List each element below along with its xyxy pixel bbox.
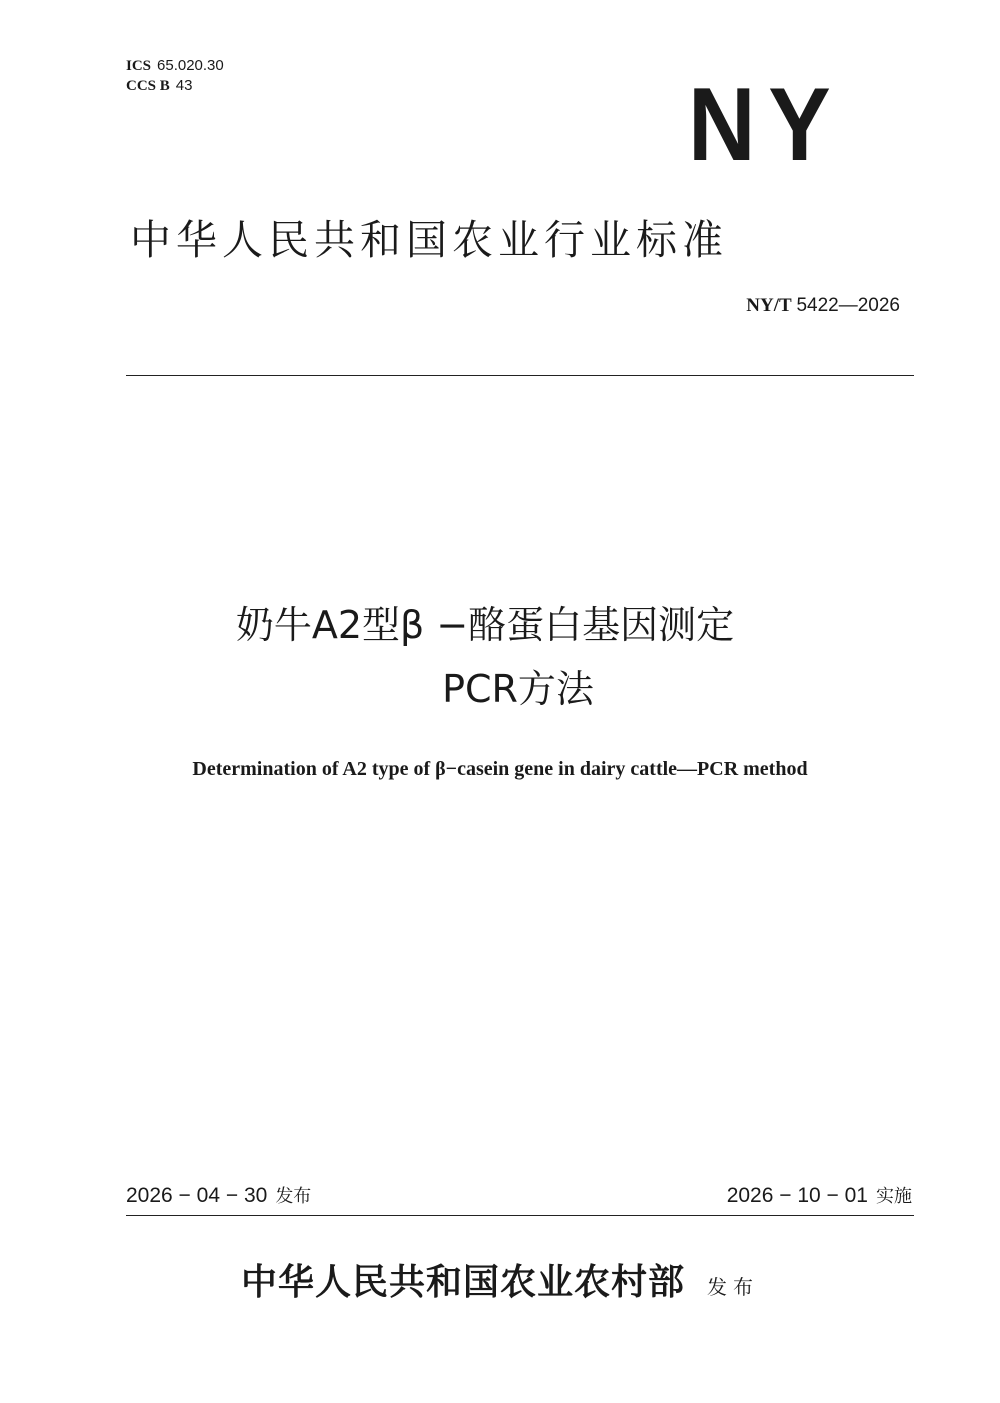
ccs-code: 43 — [175, 77, 193, 94]
ics-code: 65.020.30 — [157, 57, 224, 74]
footer-divider — [126, 1215, 914, 1216]
publish-date-value: 2026 − 04 − 30 — [126, 1184, 268, 1207]
standard-number — [746, 294, 900, 318]
publisher-suffix: 发布 — [707, 1275, 759, 1299]
ny-logo: NY — [688, 67, 844, 183]
effective-date-value: 2026 − 10 − 01 — [726, 1184, 868, 1207]
standard-number-prefix: NY/T — [746, 295, 792, 316]
publisher-name: 中华人民共和国农业农村部 — [240, 1262, 685, 1302]
document-title-en: Determination of A2 type of β−casein gene in dairy cattle—PCR method — [192, 758, 808, 780]
standard-category-title: 中华人民共和国农业行业标准 — [130, 216, 728, 264]
ccs-label: CCS B — [126, 78, 170, 94]
document-title-zh — [0, 600, 1000, 714]
publish-date-label: 发布 — [275, 1186, 312, 1207]
publisher — [0, 1258, 1000, 1311]
title-zh-line1: 奶牛A2型β −酪蛋白基因测定 — [235, 603, 735, 647]
title-zh-line2: PCR方法 — [442, 667, 594, 711]
publish-date — [126, 1182, 311, 1211]
header-divider — [126, 375, 914, 376]
ics-classification — [126, 56, 224, 76]
ccs-classification — [126, 76, 192, 96]
effective-date — [727, 1182, 912, 1211]
standard-number-value: 5422—2026 — [796, 295, 900, 316]
effective-date-label: 实施 — [876, 1186, 912, 1207]
ics-label: ICS — [126, 58, 152, 74]
